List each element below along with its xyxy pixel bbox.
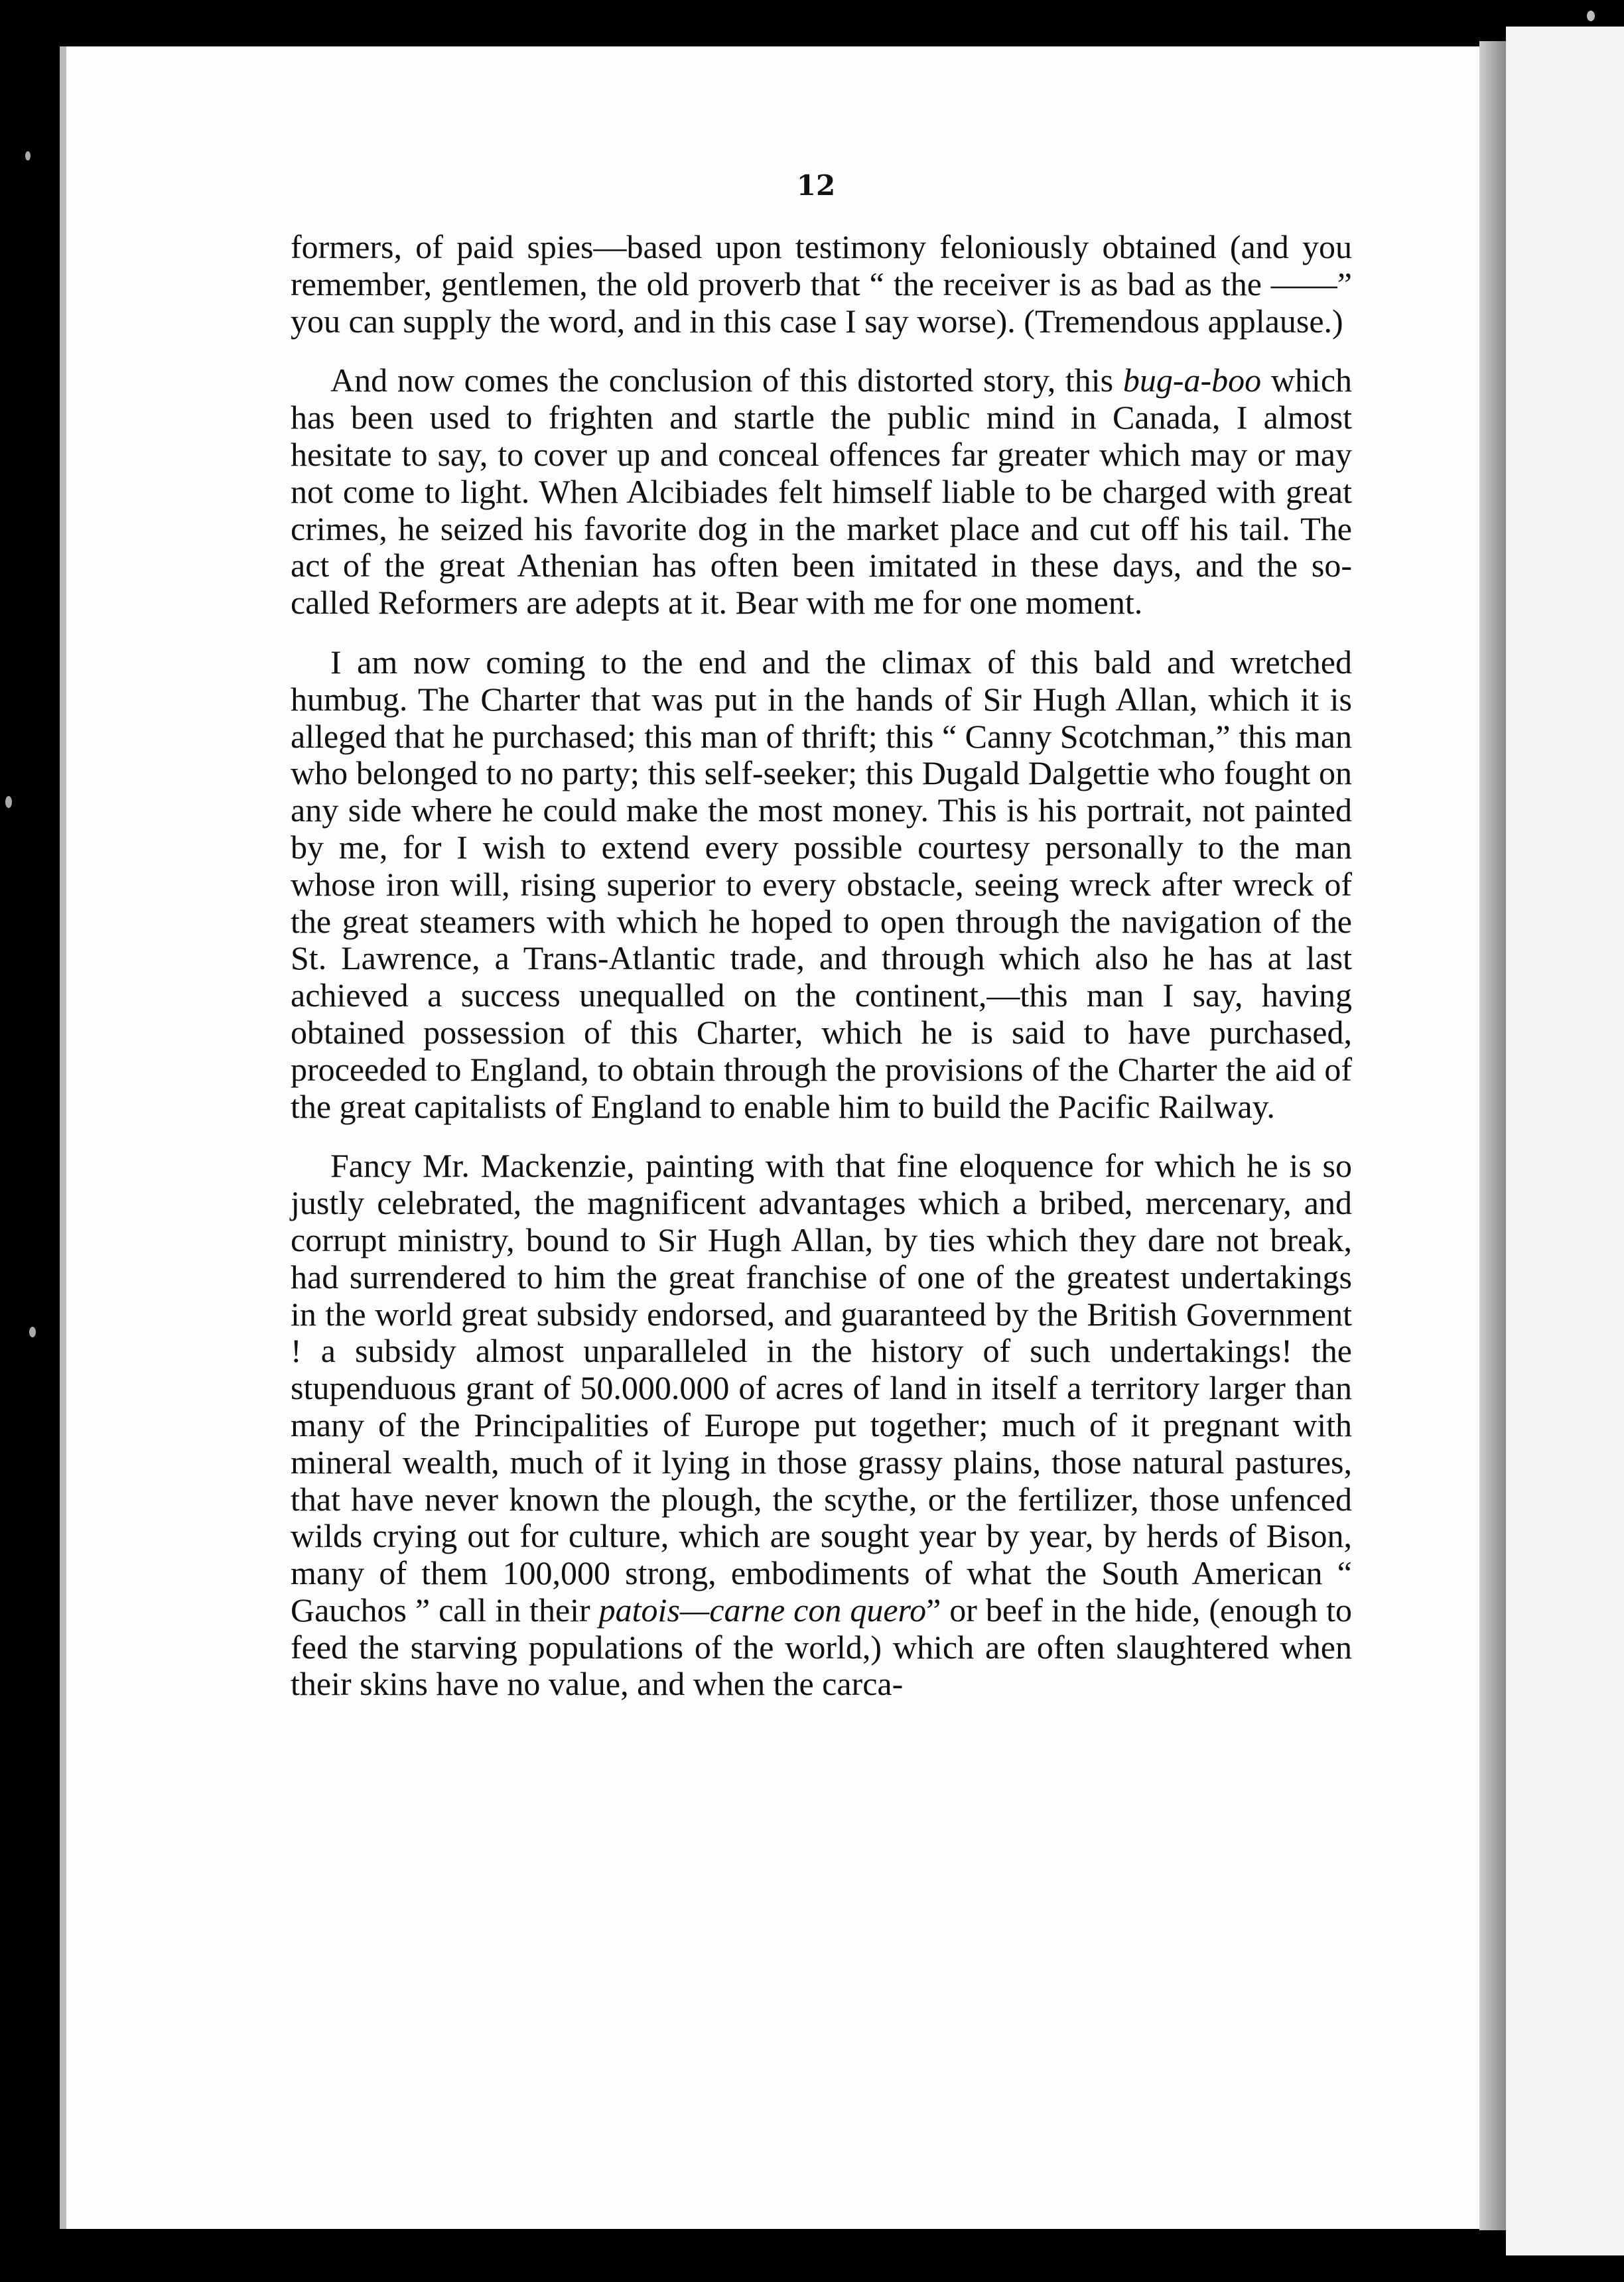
- page-binding-shadow: [1479, 41, 1506, 2230]
- paragraph-2: [291, 362, 1352, 622]
- paragraph-4-italic: patois—carne con quero: [598, 1591, 927, 1629]
- paragraph-1: [291, 229, 1352, 340]
- paragraph-3-text: I am now coming to the end and the climax of this bald and wretched humbug. The Charter that was put in the hands of Sir Hugh Allan, which it is alleged that he purchased; this man of thrift; this “ Canny Scotchman,” this man who belonged to no party; this self-seeker; this Dugald Dalgettie who fought on any side where he could make the most money. This is his portrait, not painted by me, for I wish to extend every possible courtesy personally to the man whose iron will, rising superior to every obstacle, seeing wreck after wreck of the great steamers with which he hoped to open through the navigation of the St. Lawrence, a Trans-Atlantic trade, and through which also he has at last achieved a success unequalled on the continent,—this man I say, having obtained possession of this Charter, which he is said to have purchased, proceeded to England, to obtain through the provisions of the Charter the aid of the great capitalists of England to enable him to build the Pacific Railway.: [291, 643, 1352, 1125]
- paragraph-4: [291, 1148, 1352, 1703]
- paragraph-3: [291, 644, 1352, 1125]
- paragraph-2-italic: bug-a-boo: [1122, 362, 1262, 399]
- paragraph-2-lead: And now comes the conclusion of this distorted story, this: [330, 362, 1114, 399]
- page-gutter-edge: [60, 46, 66, 2229]
- scan-speck: [29, 1327, 36, 1337]
- paragraph-4-text-after: ” or beef in the hide, (enough to feed the starving populations of the world,) which are often slaughtered when their skins have no value, and when the carca-: [291, 1591, 1353, 1703]
- scan-speck: [25, 151, 31, 161]
- paragraph-1-text: formers, of paid spies—based upon testimony feloniously obtained (and you remember, gentlemen, the old proverb that “ the receiver is as bad as the ——” you can supply the word, and in this case I say worse). (Tremendous applause.): [291, 228, 1352, 340]
- paragraph-2-text: which has been used to frighten and startle the public mind in Canada, I almost hesitate to say, to cover up and conceal offences far greater which may or may not come to light. When Alcibiades felt himself liable to be charged with great crimes, he seized his favorite dog in the market place and cut off his tail. The act of the great Athenian has often been imitated in these days, and the so-called Reformers are adepts at it. Bear with me for one moment.: [291, 362, 1353, 622]
- page-number: 12: [796, 169, 836, 202]
- adjacent-page-edge: [1506, 27, 1624, 2255]
- paragraph-4-text-before: Fancy Mr. Mackenzie, painting with that fine eloquence for which he is so justly celebrated, the magnificent advantages which a bribed, mercenary, and corrupt ministry, bound to Sir Hugh Allan, by ties which they dare not break, had surrendered to him the great franchise of one of the greatest undertakings in the world great subsidy endorsed, and guaranteed by the British Government ! a subsidy almost unparalleled in the history of such undertakings! the stupenduous grant of 50.000.000 of acres of land in itself a territory larger than many of the Principalities of Europe put together; much of it pregnant with mineral wealth, much of it lying in those grassy plains, those natural pastures, that have never known the plough, the scythe, or the fertilizer, those unfenced wilds crying out for culture, which are sought year by year, by herds of Bison, many of them 100,000 strong, embodiments of what the South American “ Gauchos ” call in their: [291, 1147, 1352, 1629]
- scan-speck: [1587, 11, 1595, 21]
- body-text: [291, 229, 1352, 1725]
- scan-speck: [5, 796, 12, 808]
